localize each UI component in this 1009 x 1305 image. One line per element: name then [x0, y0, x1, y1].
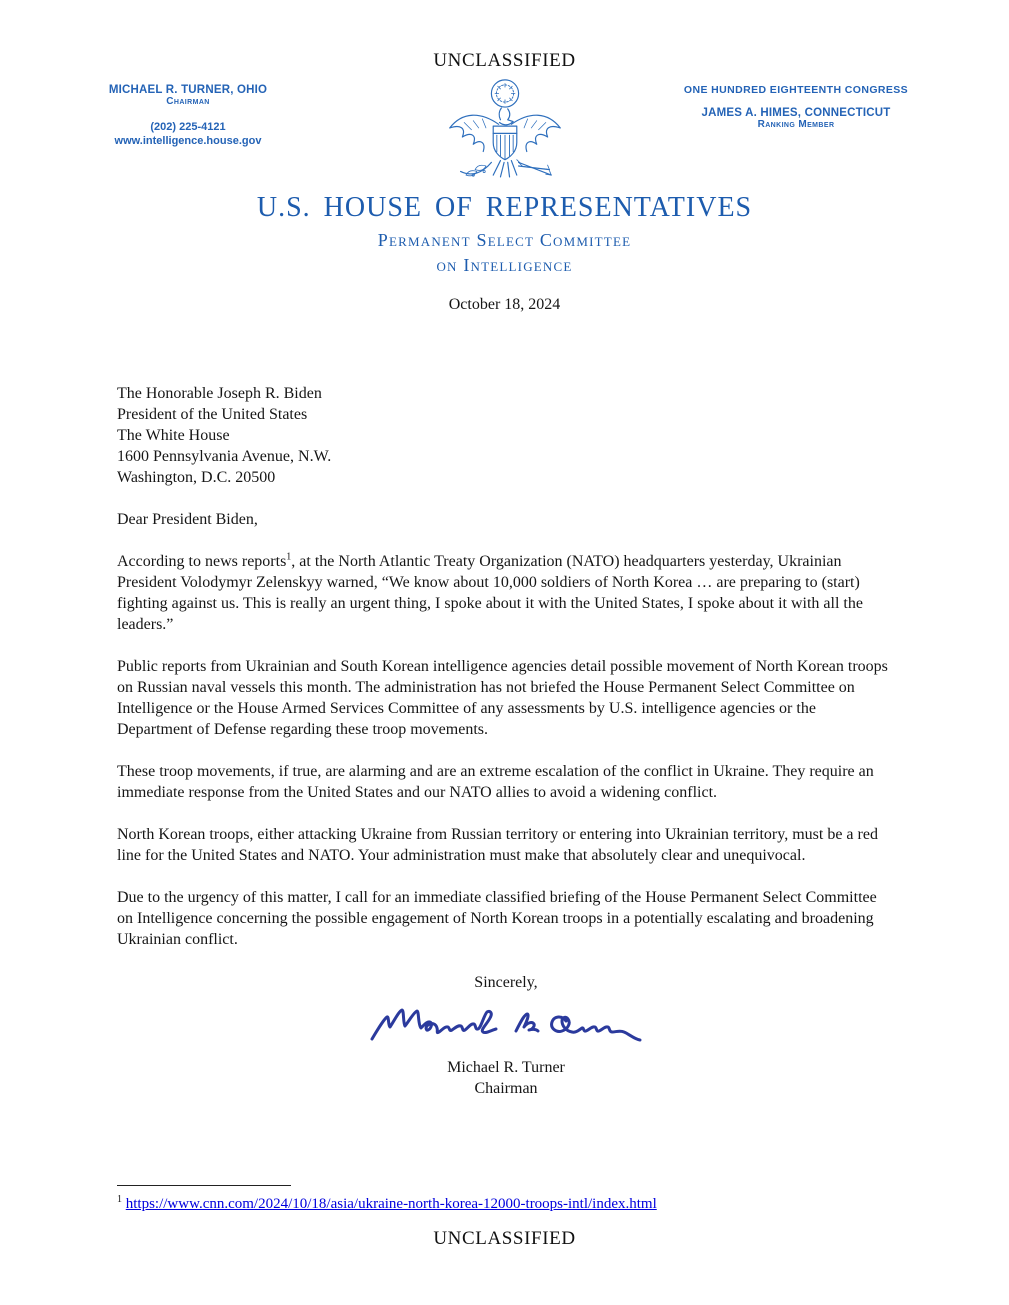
committee-phone: (202) 225-4121 — [150, 121, 226, 133]
ranking-member-role: Ranking Member — [757, 119, 835, 130]
chairman-role: Chairman — [166, 96, 210, 107]
congress-label: ONE HUNDRED EIGHTEENTH CONGRESS — [683, 84, 909, 96]
salutation: Dear President Biden, — [117, 511, 258, 528]
address-line: The White House — [117, 427, 230, 444]
paragraph-4: North Korean troops, either attacking Ukraine from Russian territory or entering into Ukrainian territory, must be a red line for the United States and NATO. Your administration must make that absolutely clear and unequivocal. — [117, 826, 878, 864]
footnote — [117, 1196, 657, 1213]
address-line: 1600 Pennsylvania Avenue, N.W. — [117, 448, 332, 465]
paragraph-1 — [117, 551, 895, 635]
footnote-link[interactable]: https://www.cnn.com/2024/10/18/asia/ukraine-north-korea-12000-troops-intl/index.html — [125, 1196, 657, 1212]
org-subtitle-line1: Permanent Select Committee — [377, 230, 632, 250]
recipient-address — [117, 383, 895, 488]
letter-body — [117, 383, 895, 1099]
closing-block — [117, 972, 895, 1099]
signer-name: Michael R. Turner — [447, 1059, 565, 1076]
letterhead-right — [662, 84, 930, 130]
ranking-member-name: JAMES A. HIMES, CONNECTICUT — [701, 107, 891, 119]
signer-title: Chairman — [474, 1080, 538, 1097]
paragraph-3: These troop movements, if true, are alarming and are an extreme escalation of the conflict in Ukraine. They require an immediate response from the United States and our NATO allies to avoid a widening conflict. — [117, 763, 874, 801]
footnote-marker: 1 — [117, 1194, 122, 1205]
letter-date: October 18, 2024 — [448, 296, 561, 313]
footnote-marker-inline: 1 — [286, 551, 292, 563]
org-subtitle-line2: on Intelligence — [436, 255, 573, 275]
address-line: The Honorable Joseph R. Biden — [117, 385, 322, 402]
paragraph-5: Due to the urgency of this matter, I call for an immediate classified briefing of the House Permanent Select Committee on Intelligence concerning the possible engagement of North Korean troops in a potentially escalating and broadening Ukrainian conflict. — [117, 889, 877, 948]
paragraph-2: Public reports from Ukrainian and South Korean intelligence agencies detail possible movement of North Korean troops on Russian naval vessels this month. The administration has not briefed the House Permanent Select Committee on Intelligence or the House Armed Services Committee of any assessments by U.S. intelligence agencies or the Department of Defense regarding these troop movements. — [117, 658, 888, 738]
paragraph-1-text: According to news reports — [117, 553, 287, 570]
address-line: President of the United States — [117, 406, 308, 423]
committee-website: www.intelligence.house.gov — [114, 135, 262, 147]
paragraph-1-text: , at the North Atlantic Treaty Organization (NATO) headquarters yesterday, Ukrainian President Volodymyr Zelenskyy warned, “We know about 10,000 soldiers of North Korea … are preparing to (start) fighting against us. This is really an urgent thing, I spoke about it with the United States, I spoke about it with all the leaders.” — [117, 553, 863, 633]
closing: Sincerely, — [474, 974, 538, 991]
chairman-name: MICHAEL R. TURNER, OHIO — [108, 84, 268, 96]
classification-banner-bottom: UNCLASSIFIED — [433, 1228, 576, 1249]
signature-image — [366, 999, 646, 1055]
org-title: U.S. HOUSE OF REPRESENTATIVES — [256, 192, 753, 223]
letterhead-left — [92, 84, 284, 148]
classification-banner-top: UNCLASSIFIED — [433, 50, 576, 71]
footnote-rule — [117, 1185, 291, 1186]
address-line: Washington, D.C. 20500 — [117, 469, 276, 486]
great-seal-icon — [437, 72, 573, 202]
